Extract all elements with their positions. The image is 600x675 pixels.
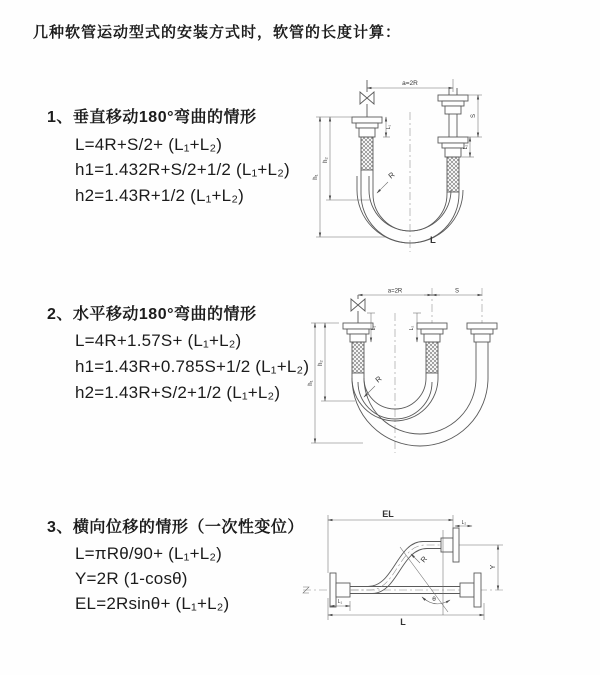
dimension-h2 (318, 323, 355, 401)
hose-hatch (447, 157, 459, 192)
diagram-horizontal-180 (305, 283, 545, 458)
dimension-l1 (383, 117, 392, 137)
dimension-y (490, 545, 498, 590)
dimension-label: L₁ (371, 325, 377, 331)
radius-leader (364, 374, 384, 397)
dimension-label: L (400, 617, 406, 627)
section-3-heading: 3、横向位移的情形（一次性变位） (47, 519, 304, 536)
formula-line: EL=2Rsinθ+ (L₁+L₂) (75, 594, 230, 613)
dimension-label: R (418, 554, 430, 565)
dimension-label: h₁ (313, 174, 319, 180)
dimension-label: EL (382, 509, 394, 519)
valve-icon (360, 80, 374, 117)
page-title: 几种软管运动型式的安装方式时，软管的长度计算： (33, 24, 402, 41)
dimension-label: h₂ (318, 360, 324, 366)
diagram-vertical-180 (310, 72, 535, 257)
flange-middle (417, 323, 447, 373)
radius-leader (377, 170, 397, 193)
formula-line: L=4R+1.57S+ (L₁+L₂) (75, 331, 242, 350)
flange-left (343, 323, 373, 373)
section-1-heading: 1、垂直移动180°弯曲的情形 (47, 109, 257, 126)
hose-hatch (352, 342, 364, 373)
hose-hatch (361, 137, 373, 170)
formula-line: h1=1.432R+S/2+1/2 (L₁+L₂) (75, 160, 290, 179)
dimension-label: S (454, 288, 460, 295)
dimension-label: a=2R (387, 288, 403, 295)
flange-left (352, 117, 382, 170)
dimension-label: L₂ (463, 144, 469, 150)
dimension-a2r (367, 79, 453, 92)
dimension-label: a=2R (402, 80, 418, 87)
dimension-label: h₂ (323, 157, 329, 163)
flange-upper (441, 528, 459, 562)
dimension-label: R (386, 170, 397, 181)
radius-leader (411, 554, 429, 564)
flange-right (460, 573, 481, 607)
dimension-label: θ (432, 596, 436, 603)
dimension-label: L₂ (409, 325, 415, 331)
dimension-label: L₁ (337, 599, 343, 605)
hose-hatch (426, 342, 438, 373)
formula-line: L=4R+S/2+ (L₁+L₂) (75, 135, 223, 154)
formula-line: Y=2R (1-cosθ) (75, 569, 188, 588)
pipe-right (438, 88, 468, 192)
dimension-l2 (455, 520, 472, 526)
hose-arcs (352, 342, 488, 446)
length-label: L (430, 235, 436, 246)
dimension-label: L₂ (461, 520, 467, 526)
valve-icon (351, 295, 365, 323)
formula-line: h2=1.43R+S/2+1/2 (L₁+L₂) (75, 383, 281, 402)
dimension-label: Y (490, 564, 497, 570)
dimension-label: R (373, 374, 384, 385)
formula-line: h1=1.43R+0.785S+1/2 (L₁+L₂) (75, 357, 310, 376)
formula-line: L=πRθ/90+ (L₁+L₂) (75, 544, 223, 563)
dimension-l (328, 598, 484, 627)
angle-theta (422, 596, 450, 604)
flange-right (467, 323, 497, 342)
diagram-lateral-displacement (298, 503, 566, 655)
dimension-label: S (471, 113, 477, 119)
hose-scurve (350, 542, 441, 594)
section-2-heading: 2、水平移动180°弯曲的情形 (47, 306, 257, 323)
dimension-a2r-s (358, 289, 482, 296)
formula-line: h2=1.43R+1/2 (L₁+L₂) (75, 186, 244, 205)
dimension-label: h₁ (308, 380, 314, 386)
dimension-el (328, 509, 453, 573)
dimension-label: L₁ (386, 124, 392, 130)
